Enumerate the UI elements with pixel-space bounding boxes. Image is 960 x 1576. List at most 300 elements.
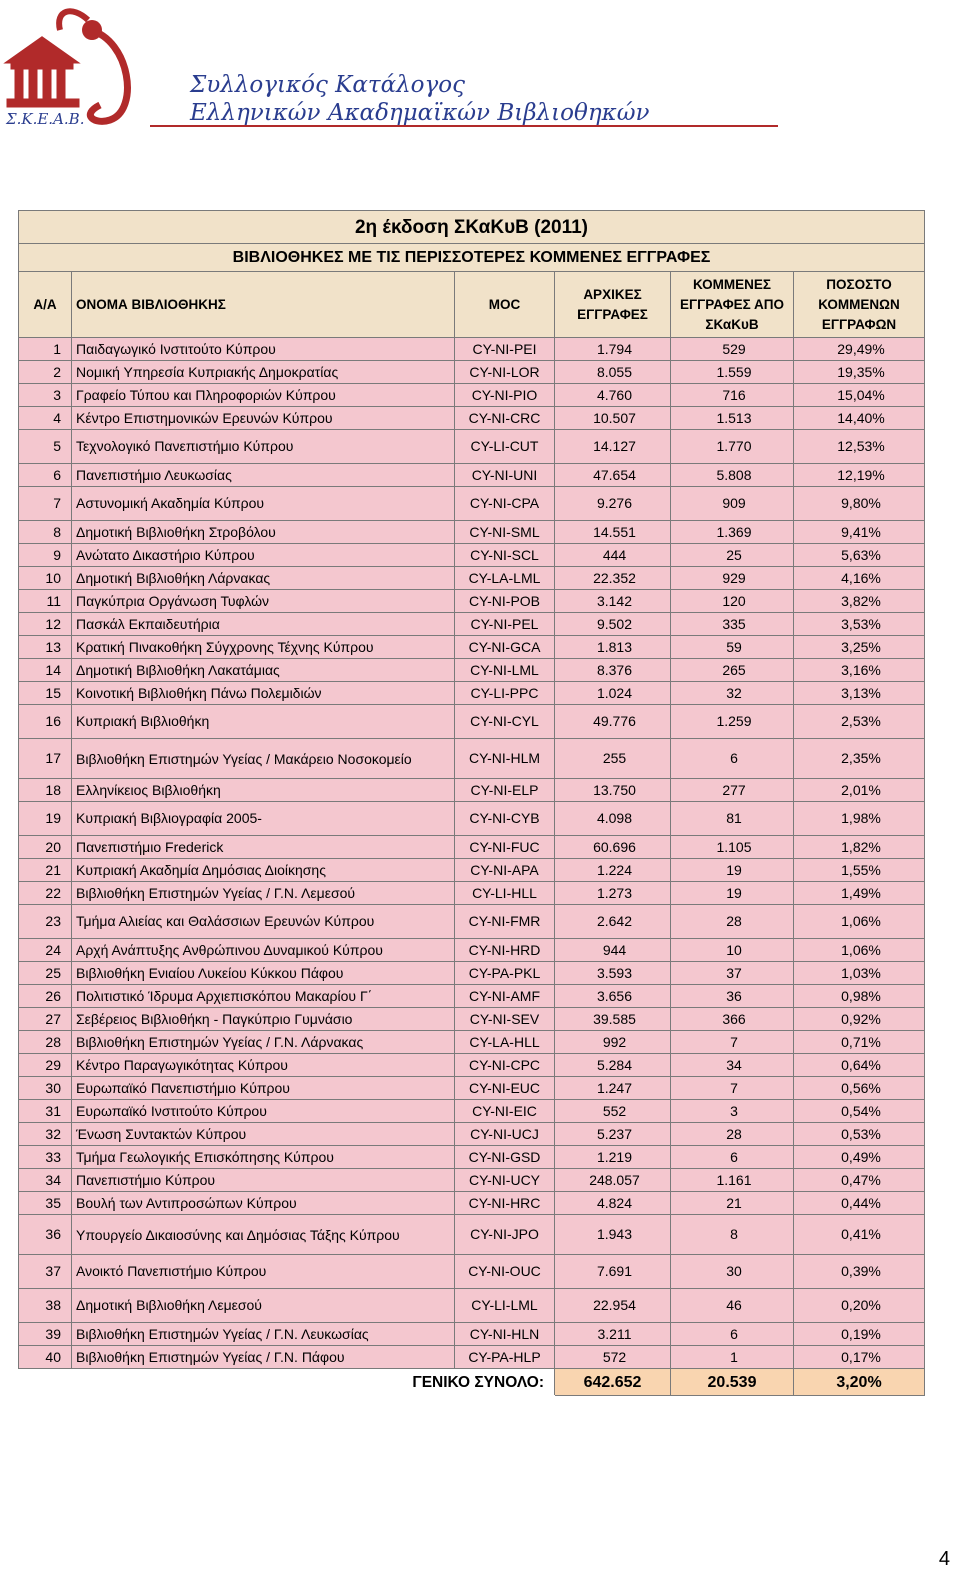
row-library-name: Πανεπιστήμιο Frederick	[72, 836, 455, 859]
row-cut-records: 59	[671, 636, 794, 659]
table-row	[19, 1077, 925, 1100]
header-name: ΟΝΟΜΑ ΒΙΒΛΙΟΘΗΚΗΣ	[72, 272, 455, 338]
row-cut-percent: 0,17%	[794, 1346, 925, 1369]
row-initial-records: 14.551	[555, 521, 671, 544]
table-row	[19, 1289, 925, 1323]
row-aa: 35	[19, 1192, 72, 1215]
row-cut-percent: 0,56%	[794, 1077, 925, 1100]
row-cut-percent: 1,49%	[794, 882, 925, 905]
row-aa: 22	[19, 882, 72, 905]
skeab-logo	[0, 0, 790, 140]
row-moc: CY-LI-LML	[455, 1289, 555, 1323]
row-cut-records: 1	[671, 1346, 794, 1369]
row-initial-records: 992	[555, 1031, 671, 1054]
header-initial: ΑΡΧΙΚΕΣ ΕΓΓΡΑΦΕΣ	[555, 272, 671, 338]
row-library-name: Βουλή των Αντιπροσώπων Κύπρου	[72, 1192, 455, 1215]
row-library-name: Κέντρο Παραγωγικότητας Κύπρου	[72, 1054, 455, 1077]
row-aa: 1	[19, 338, 72, 361]
row-aa: 36	[19, 1215, 72, 1255]
row-moc: CY-PA-PKL	[455, 962, 555, 985]
row-cut-percent: 1,06%	[794, 939, 925, 962]
table-subtitle-row	[19, 244, 925, 272]
table-row	[19, 739, 925, 779]
row-library-name: Βιβλιοθήκη Επιστημών Υγείας / Μακάρειο Νοσοκομείο	[72, 739, 455, 779]
row-library-name: Δημοτική Βιβλιοθήκη Λεμεσού	[72, 1289, 455, 1323]
row-cut-percent: 1,98%	[794, 802, 925, 836]
row-moc: CY-NI-AMF	[455, 985, 555, 1008]
row-library-name: Κοινοτική Βιβλιοθήκη Πάνω Πολεμιδιών	[72, 682, 455, 705]
row-cut-records: 81	[671, 802, 794, 836]
row-cut-records: 7	[671, 1031, 794, 1054]
libraries-table	[18, 210, 925, 1396]
table-row	[19, 1054, 925, 1077]
row-cut-percent: 1,03%	[794, 962, 925, 985]
total-row	[19, 1369, 925, 1396]
row-cut-percent: 0,44%	[794, 1192, 925, 1215]
row-cut-percent: 14,40%	[794, 407, 925, 430]
row-cut-percent: 0,39%	[794, 1255, 925, 1289]
row-initial-records: 255	[555, 739, 671, 779]
row-initial-records: 944	[555, 939, 671, 962]
row-cut-percent: 0,71%	[794, 1031, 925, 1054]
row-moc: CY-NI-CYL	[455, 705, 555, 739]
total-percent: 3,20%	[794, 1369, 925, 1396]
table-title: 2η έκδοση ΣΚαΚυΒ (2011)	[19, 211, 925, 244]
row-initial-records: 1.219	[555, 1146, 671, 1169]
row-initial-records: 13.750	[555, 779, 671, 802]
table-row	[19, 985, 925, 1008]
row-moc: CY-NI-HLN	[455, 1323, 555, 1346]
row-cut-records: 30	[671, 1255, 794, 1289]
row-cut-percent: 9,41%	[794, 521, 925, 544]
row-cut-percent: 2,35%	[794, 739, 925, 779]
table-row	[19, 613, 925, 636]
row-moc: CY-LI-PPC	[455, 682, 555, 705]
row-aa: 26	[19, 985, 72, 1008]
row-aa: 37	[19, 1255, 72, 1289]
row-initial-records: 9.276	[555, 487, 671, 521]
header-cut: ΚΟΜΜΕΝΕΣ ΕΓΓΡΑΦΕΣ ΑΠΟ ΣΚαΚυΒ	[671, 272, 794, 338]
table-row	[19, 882, 925, 905]
row-cut-records: 909	[671, 487, 794, 521]
table-row	[19, 1255, 925, 1289]
row-moc: CY-NI-GSD	[455, 1146, 555, 1169]
row-moc: CY-NI-APA	[455, 859, 555, 882]
row-initial-records: 444	[555, 544, 671, 567]
row-library-name: Ένωση Συντακτών Κύπρου	[72, 1123, 455, 1146]
row-library-name: Κυπριακή Βιβλιογραφία 2005-	[72, 802, 455, 836]
row-initial-records: 22.954	[555, 1289, 671, 1323]
row-library-name: Κυπριακή Βιβλιοθήκη	[72, 705, 455, 739]
row-cut-percent: 0,98%	[794, 985, 925, 1008]
row-moc: CY-NI-POB	[455, 590, 555, 613]
row-aa: 17	[19, 739, 72, 779]
row-library-name: Βιβλιοθήκη Επιστημών Υγείας / Γ.Ν. Λευκωσίας	[72, 1323, 455, 1346]
row-aa: 5	[19, 430, 72, 464]
table-row	[19, 338, 925, 361]
row-moc: CY-NI-PEI	[455, 338, 555, 361]
row-initial-records: 5.237	[555, 1123, 671, 1146]
row-cut-records: 46	[671, 1289, 794, 1323]
row-library-name: Δημοτική Βιβλιοθήκη Στροβόλου	[72, 521, 455, 544]
row-cut-records: 6	[671, 1146, 794, 1169]
row-cut-percent: 2,53%	[794, 705, 925, 739]
row-aa: 18	[19, 779, 72, 802]
row-cut-records: 529	[671, 338, 794, 361]
row-cut-records: 265	[671, 659, 794, 682]
row-moc: CY-LI-CUT	[455, 430, 555, 464]
row-library-name: Αστυνομική Ακαδημία Κύπρου	[72, 487, 455, 521]
row-cut-records: 28	[671, 905, 794, 939]
row-moc: CY-NI-GCA	[455, 636, 555, 659]
row-moc: CY-NI-HRC	[455, 1192, 555, 1215]
row-cut-percent: 0,92%	[794, 1008, 925, 1031]
row-cut-records: 37	[671, 962, 794, 985]
row-cut-records: 36	[671, 985, 794, 1008]
row-library-name: Πανεπιστήμιο Κύπρου	[72, 1169, 455, 1192]
row-cut-records: 1.105	[671, 836, 794, 859]
row-cut-records: 1.259	[671, 705, 794, 739]
page-number: 4	[938, 1548, 950, 1570]
row-initial-records: 8.055	[555, 361, 671, 384]
row-cut-records: 1.369	[671, 521, 794, 544]
row-cut-records: 277	[671, 779, 794, 802]
header-percent: ΠΟΣΟΣΤΟ ΚΟΜΜΕΝΩΝ ΕΓΓΡΑΦΩΝ	[794, 272, 925, 338]
row-moc: CY-NI-HRD	[455, 939, 555, 962]
row-aa: 32	[19, 1123, 72, 1146]
row-library-name: Ανώτατο Δικαστήριο Κύπρου	[72, 544, 455, 567]
row-library-name: Ευρωπαϊκό Ινστιτούτο Κύπρου	[72, 1100, 455, 1123]
row-library-name: Βιβλιοθήκη Επιστημών Υγείας / Γ.Ν. Λάρνακας	[72, 1031, 455, 1054]
table-row	[19, 1031, 925, 1054]
row-cut-percent: 15,04%	[794, 384, 925, 407]
row-cut-records: 34	[671, 1054, 794, 1077]
row-cut-records: 6	[671, 1323, 794, 1346]
table-row	[19, 962, 925, 985]
row-aa: 7	[19, 487, 72, 521]
table-subtitle: ΒΙΒΛΙΟΘΗΚΕΣ ΜΕ ΤΙΣ ΠΕΡΙΣΣΟΤΕΡΕΣ ΚΟΜΜΕΝΕΣ ΕΓΓΡΑΦΕΣ	[19, 244, 925, 272]
row-initial-records: 1.813	[555, 636, 671, 659]
row-initial-records: 1.224	[555, 859, 671, 882]
row-moc: CY-LI-HLL	[455, 882, 555, 905]
table-row	[19, 544, 925, 567]
row-library-name: Δημοτική Βιβλιοθήκη Λάρνακας	[72, 567, 455, 590]
row-aa: 31	[19, 1100, 72, 1123]
row-aa: 12	[19, 613, 72, 636]
row-aa: 25	[19, 962, 72, 985]
row-initial-records: 47.654	[555, 464, 671, 487]
row-cut-percent: 1,82%	[794, 836, 925, 859]
row-cut-records: 19	[671, 882, 794, 905]
table-row	[19, 779, 925, 802]
row-aa: 20	[19, 836, 72, 859]
row-initial-records: 9.502	[555, 613, 671, 636]
row-library-name: Γραφείο Τύπου και Πληροφοριών Κύπρου	[72, 384, 455, 407]
table-row	[19, 802, 925, 836]
row-initial-records: 572	[555, 1346, 671, 1369]
row-cut-records: 5.808	[671, 464, 794, 487]
row-moc: CY-NI-CYB	[455, 802, 555, 836]
table-row	[19, 1323, 925, 1346]
row-cut-records: 120	[671, 590, 794, 613]
row-library-name: Βιβλιοθήκη Ενιαίου Λυκείου Κύκκου Πάφου	[72, 962, 455, 985]
row-aa: 15	[19, 682, 72, 705]
row-library-name: Κυπριακή Ακαδημία Δημόσιας Διοίκησης	[72, 859, 455, 882]
table-row	[19, 487, 925, 521]
row-initial-records: 39.585	[555, 1008, 671, 1031]
row-library-name: Νομική Υπηρεσία Κυπριακής Δημοκρατίας	[72, 361, 455, 384]
row-initial-records: 14.127	[555, 430, 671, 464]
row-library-name: Ανοικτό Πανεπιστήμιο Κύπρου	[72, 1255, 455, 1289]
table-row	[19, 1215, 925, 1255]
row-cut-records: 8	[671, 1215, 794, 1255]
row-initial-records: 1.943	[555, 1215, 671, 1255]
row-aa: 28	[19, 1031, 72, 1054]
row-cut-records: 1.770	[671, 430, 794, 464]
row-library-name: Υπουργείο Δικαιοσύνης και Δημόσιας Τάξης Κύπρου	[72, 1215, 455, 1255]
header-aa: Α/Α	[19, 272, 72, 338]
table-title-row	[19, 211, 925, 244]
row-moc: CY-NI-LOR	[455, 361, 555, 384]
table-row	[19, 1008, 925, 1031]
row-moc: CY-NI-SML	[455, 521, 555, 544]
row-library-name: Πανεπιστήμιο Λευκωσίας	[72, 464, 455, 487]
row-cut-percent: 12,19%	[794, 464, 925, 487]
row-moc: CY-NI-SEV	[455, 1008, 555, 1031]
row-library-name: Σεβέρειος Βιβλιοθήκη - Παγκύπριο Γυμνάσιο	[72, 1008, 455, 1031]
row-aa: 3	[19, 384, 72, 407]
row-cut-percent: 5,63%	[794, 544, 925, 567]
row-initial-records: 552	[555, 1100, 671, 1123]
row-aa: 23	[19, 905, 72, 939]
row-aa: 27	[19, 1008, 72, 1031]
row-cut-records: 716	[671, 384, 794, 407]
row-aa: 30	[19, 1077, 72, 1100]
row-cut-percent: 12,53%	[794, 430, 925, 464]
row-initial-records: 10.507	[555, 407, 671, 430]
row-library-name: Τμήμα Γεωλογικής Επισκόπησης Κύπρου	[72, 1146, 455, 1169]
row-cut-records: 19	[671, 859, 794, 882]
row-moc: CY-NI-HLM	[455, 739, 555, 779]
row-library-name: Τμήμα Αλιείας και Θαλάσσιων Ερευνών Κύπρου	[72, 905, 455, 939]
row-cut-percent: 3,16%	[794, 659, 925, 682]
header-moc: ΜΟC	[455, 272, 555, 338]
row-moc: CY-NI-EUC	[455, 1077, 555, 1100]
row-cut-percent: 3,53%	[794, 613, 925, 636]
row-library-name: Βιβλιοθήκη Επιστημών Υγείας / Γ.Ν. Πάφου	[72, 1346, 455, 1369]
table-header-row	[19, 272, 925, 338]
row-initial-records: 49.776	[555, 705, 671, 739]
row-library-name: Ελληνίκειος Βιβλιοθήκη	[72, 779, 455, 802]
row-aa: 24	[19, 939, 72, 962]
logo-line2: Ελληνικών Ακαδημαϊκών Βιβλιοθηκών	[190, 100, 650, 126]
row-aa: 4	[19, 407, 72, 430]
row-library-name: Ευρωπαϊκό Πανεπιστήμιο Κύπρου	[72, 1077, 455, 1100]
row-cut-percent: 0,47%	[794, 1169, 925, 1192]
row-cut-records: 10	[671, 939, 794, 962]
row-cut-percent: 3,13%	[794, 682, 925, 705]
row-aa: 16	[19, 705, 72, 739]
row-moc: CY-NI-UNI	[455, 464, 555, 487]
table-row	[19, 705, 925, 739]
row-cut-records: 6	[671, 739, 794, 779]
row-cut-records: 1.161	[671, 1169, 794, 1192]
row-aa: 29	[19, 1054, 72, 1077]
row-cut-records: 1.513	[671, 407, 794, 430]
row-cut-percent: 0,19%	[794, 1323, 925, 1346]
row-aa: 9	[19, 544, 72, 567]
table-row	[19, 1123, 925, 1146]
table-row	[19, 939, 925, 962]
table-row	[19, 430, 925, 464]
table-row	[19, 384, 925, 407]
row-moc: CY-NI-SCL	[455, 544, 555, 567]
row-initial-records: 3.142	[555, 590, 671, 613]
row-cut-percent: 1,06%	[794, 905, 925, 939]
row-aa: 34	[19, 1169, 72, 1192]
table-row	[19, 682, 925, 705]
row-initial-records: 22.352	[555, 567, 671, 590]
row-cut-percent: 9,80%	[794, 487, 925, 521]
row-aa: 13	[19, 636, 72, 659]
row-initial-records: 60.696	[555, 836, 671, 859]
row-moc: CY-NI-UCJ	[455, 1123, 555, 1146]
row-library-name: Τεχνολογικό Πανεπιστήμιο Κύπρου	[72, 430, 455, 464]
row-cut-percent: 19,35%	[794, 361, 925, 384]
row-cut-percent: 0,41%	[794, 1215, 925, 1255]
row-initial-records: 3.656	[555, 985, 671, 1008]
row-initial-records: 248.057	[555, 1169, 671, 1192]
row-initial-records: 1.024	[555, 682, 671, 705]
row-library-name: Παιδαγωγικό Ινστιτούτο Κύπρου	[72, 338, 455, 361]
row-library-name: Κρατική Πινακοθήκη Σύγχρονης Τέχνης Κύπρου	[72, 636, 455, 659]
row-cut-percent: 3,25%	[794, 636, 925, 659]
table-row	[19, 1100, 925, 1123]
row-moc: CY-NI-OUC	[455, 1255, 555, 1289]
row-aa: 39	[19, 1323, 72, 1346]
row-initial-records: 3.593	[555, 962, 671, 985]
table-row	[19, 1346, 925, 1369]
row-initial-records: 7.691	[555, 1255, 671, 1289]
row-moc: CY-LA-HLL	[455, 1031, 555, 1054]
table-row	[19, 361, 925, 384]
row-aa: 10	[19, 567, 72, 590]
row-aa: 21	[19, 859, 72, 882]
row-cut-records: 929	[671, 567, 794, 590]
table-row	[19, 590, 925, 613]
row-moc: CY-NI-FUC	[455, 836, 555, 859]
total-label: ΓΕΝΙΚΟ ΣΥΝΟΛΟ:	[19, 1369, 555, 1396]
row-initial-records: 1.794	[555, 338, 671, 361]
table-row	[19, 859, 925, 882]
table-row	[19, 636, 925, 659]
row-aa: 6	[19, 464, 72, 487]
table-row	[19, 567, 925, 590]
row-library-name: Πασκάλ Εκπαιδευτήρια	[72, 613, 455, 636]
logo-line1: Συλλογικός Κατάλογος	[190, 72, 466, 98]
row-moc: CY-NI-JPO	[455, 1215, 555, 1255]
row-moc: CY-NI-CPC	[455, 1054, 555, 1077]
row-initial-records: 5.284	[555, 1054, 671, 1077]
row-moc: CY-NI-PEL	[455, 613, 555, 636]
row-cut-records: 7	[671, 1077, 794, 1100]
row-cut-percent: 1,55%	[794, 859, 925, 882]
row-aa: 8	[19, 521, 72, 544]
temple-emblem	[8, 11, 127, 121]
row-cut-percent: 3,82%	[794, 590, 925, 613]
row-cut-records: 335	[671, 613, 794, 636]
logo-abbreviation: Σ.Κ.Ε.Α.Β.	[6, 110, 85, 128]
row-aa: 38	[19, 1289, 72, 1323]
row-library-name: Βιβλιοθήκη Επιστημών Υγείας / Γ.Ν. Λεμεσού	[72, 882, 455, 905]
table-row	[19, 1146, 925, 1169]
row-cut-percent: 0,53%	[794, 1123, 925, 1146]
row-cut-percent: 0,49%	[794, 1146, 925, 1169]
row-cut-percent: 2,01%	[794, 779, 925, 802]
table-row	[19, 1169, 925, 1192]
table-row	[19, 905, 925, 939]
row-cut-records: 1.559	[671, 361, 794, 384]
row-cut-percent: 0,54%	[794, 1100, 925, 1123]
row-cut-records: 32	[671, 682, 794, 705]
row-cut-records: 366	[671, 1008, 794, 1031]
row-moc: CY-NI-EIC	[455, 1100, 555, 1123]
row-initial-records: 8.376	[555, 659, 671, 682]
row-library-name: Κέντρο Επιστημονικών Ερευνών Κύπρου	[72, 407, 455, 430]
row-moc: CY-NI-CRC	[455, 407, 555, 430]
row-moc: CY-NI-LML	[455, 659, 555, 682]
table-row	[19, 464, 925, 487]
row-cut-percent: 0,64%	[794, 1054, 925, 1077]
row-initial-records: 4.098	[555, 802, 671, 836]
row-aa: 11	[19, 590, 72, 613]
row-aa: 2	[19, 361, 72, 384]
row-aa: 14	[19, 659, 72, 682]
row-library-name: Αρχή Ανάπτυξης Ανθρώπινου Δυναμικού Κύπρου	[72, 939, 455, 962]
total-initial: 642.652	[555, 1369, 671, 1396]
row-moc: CY-NI-PIO	[455, 384, 555, 407]
row-aa: 19	[19, 802, 72, 836]
table-row	[19, 1192, 925, 1215]
row-moc: CY-NI-CPA	[455, 487, 555, 521]
row-moc: CY-NI-UCY	[455, 1169, 555, 1192]
table-row	[19, 659, 925, 682]
row-initial-records: 4.760	[555, 384, 671, 407]
row-moc: CY-PA-HLP	[455, 1346, 555, 1369]
row-cut-records: 21	[671, 1192, 794, 1215]
row-initial-records: 3.211	[555, 1323, 671, 1346]
row-cut-percent: 0,20%	[794, 1289, 925, 1323]
row-initial-records: 1.247	[555, 1077, 671, 1100]
row-moc: CY-NI-ELP	[455, 779, 555, 802]
row-aa: 33	[19, 1146, 72, 1169]
row-library-name: Δημοτική Βιβλιοθήκη Λακατάμιας	[72, 659, 455, 682]
row-initial-records: 2.642	[555, 905, 671, 939]
row-library-name: Πολιτιστικό Ίδρυμα Αρχιεπισκόπου Μακαρίου Γ΄	[72, 985, 455, 1008]
row-cut-percent: 4,16%	[794, 567, 925, 590]
table-row	[19, 836, 925, 859]
row-initial-records: 1.273	[555, 882, 671, 905]
row-library-name: Παγκύπρια Οργάνωση Τυφλών	[72, 590, 455, 613]
table-row	[19, 521, 925, 544]
row-aa: 40	[19, 1346, 72, 1369]
row-moc: CY-NI-FMR	[455, 905, 555, 939]
row-cut-records: 25	[671, 544, 794, 567]
row-cut-percent: 29,49%	[794, 338, 925, 361]
row-moc: CY-LA-LML	[455, 567, 555, 590]
row-initial-records: 4.824	[555, 1192, 671, 1215]
total-cut: 20.539	[671, 1369, 794, 1396]
